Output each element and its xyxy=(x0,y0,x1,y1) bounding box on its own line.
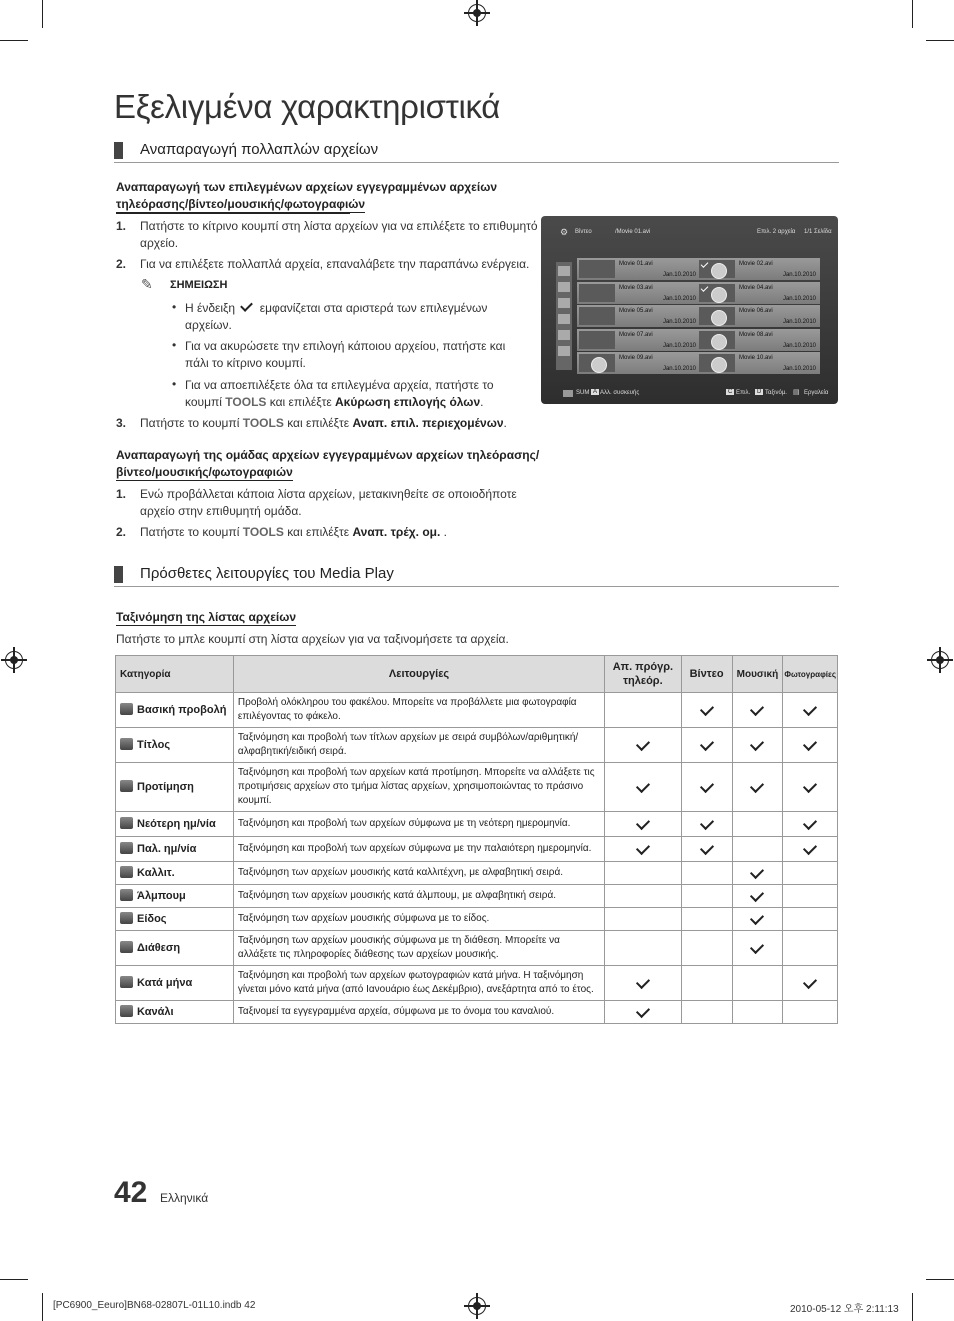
step-line: αρχείο. xyxy=(140,236,179,250)
tv-file-date: Jan.10.2010 xyxy=(662,342,696,349)
row-category-label: Άλμπουμ xyxy=(137,889,186,902)
header-tv xyxy=(605,656,682,693)
crop-mark xyxy=(42,1293,43,1321)
row-description: Ταξινόμηση και προβολή των αρχείων κατά προτίμηση. Μπορείτε να αλλάξετε τις προτιμήσεις αρχείων στο τμήμα λίστας αρχείων, χρησιμοποιώντας το πράσινο κουμπί. xyxy=(233,763,604,812)
registration-mark-icon xyxy=(5,651,23,669)
row-category xyxy=(116,1001,234,1024)
support-cell-music xyxy=(732,812,783,837)
note-text: Η ένδειξη xyxy=(185,301,236,315)
row-category-label: Είδος xyxy=(137,912,167,925)
crop-mark xyxy=(42,0,43,28)
row-category-label: Κανάλι xyxy=(137,1005,174,1018)
row-category-label: Τίτλος xyxy=(137,738,171,751)
checkmark-icon xyxy=(700,840,714,854)
tv-footer-change: Αλλ. συσκευής xyxy=(600,390,640,396)
note-text: Για να αποεπιλέξετε όλα τα επιλεγμένα αρχεία, πατήστε το xyxy=(185,378,494,392)
tv-screenshot xyxy=(541,216,838,404)
support-cell-video xyxy=(681,908,732,931)
section-heading-bar xyxy=(114,566,123,583)
album-icon xyxy=(120,889,133,901)
star-icon xyxy=(120,780,133,792)
header-functions: Λειτουργίες xyxy=(233,656,604,693)
crop-mark xyxy=(0,1279,28,1280)
header-music: Μουσική xyxy=(732,656,783,693)
print-footer-date: 2010-05-12 오후 2:11:13 xyxy=(790,1304,899,1315)
support-cell-video xyxy=(681,1001,732,1024)
intro-text: Πατήστε το μπλε κουμπί στη λίστα αρχείων για να ταξινομήσετε τα αρχεία. xyxy=(116,632,509,646)
tv-category: Βίντεο xyxy=(575,229,592,235)
checkmark-icon xyxy=(241,299,254,312)
checkmark-icon xyxy=(700,701,714,715)
step-line: Πατήστε το κίτρινο κουμπί στη λίστα αρχείων για να επιλέξετε το επιθυμητό xyxy=(140,219,538,233)
row-category-label: Νεότερη ημ/νία xyxy=(137,817,216,830)
sub-heading-underline xyxy=(116,196,350,214)
sort-options-table xyxy=(115,655,838,1024)
support-cell-photo xyxy=(783,763,838,812)
row-category xyxy=(116,931,234,966)
thumbnail xyxy=(699,331,735,349)
row-category xyxy=(116,885,234,908)
tv-file-item xyxy=(577,282,700,304)
crop-mark xyxy=(912,0,913,28)
note-label: ΣΗΜΕΙΩΣΗ xyxy=(170,279,228,291)
tools-keyword: TOOLS xyxy=(242,416,284,430)
tv-file-name: Movie 04.avi xyxy=(739,284,773,291)
header-tv-line: τηλεόρ. xyxy=(623,675,663,687)
checkmark-icon xyxy=(803,778,817,792)
support-cell-tv xyxy=(605,728,682,763)
c-button-icon: C xyxy=(728,389,733,395)
row-category-label: Παλ. ημ/νία xyxy=(137,842,197,855)
film-reel-icon xyxy=(711,310,727,326)
table-row xyxy=(116,837,838,862)
film-reel-icon xyxy=(711,263,727,279)
sub-heading-line: Αναπαραγωγή της ομάδας αρχείων εγγεγραμμένων αρχείων τηλεόρασης/ xyxy=(116,448,540,462)
support-cell-video xyxy=(681,931,732,966)
support-cell-music xyxy=(732,837,783,862)
step-text xyxy=(140,415,507,432)
table-row xyxy=(116,908,838,931)
tv-footer-tools: Εργαλεία xyxy=(804,390,829,396)
bullet: • xyxy=(172,338,177,352)
step-text xyxy=(140,218,538,252)
table-row xyxy=(116,693,838,728)
checkmark-icon xyxy=(803,840,817,854)
thumbnail xyxy=(579,331,615,349)
support-cell-tv xyxy=(605,966,682,1001)
sub-heading-line: Ταξινόμηση της λίστας αρχείων xyxy=(116,610,297,624)
row-category-label: Βασική προβολή xyxy=(137,703,227,716)
print-footer-file: [PC6900_Eeuro]BN68-02807L-01L10.indb 42 xyxy=(53,1300,256,1311)
table-row xyxy=(116,931,838,966)
support-cell-tv xyxy=(605,885,682,908)
tv-file-name: Movie 08.avi xyxy=(739,331,773,338)
calendar-new-icon xyxy=(120,817,133,829)
step-text-part: Πατήστε το κουμπί xyxy=(140,416,240,430)
section-heading xyxy=(114,140,839,163)
row-category xyxy=(116,966,234,1001)
checkmark-icon xyxy=(700,736,714,750)
page-title: Εξελιγμένα χαρακτηριστικά xyxy=(114,88,501,125)
tv-file-name: Movie 10.avi xyxy=(739,355,773,361)
d-button-icon: D xyxy=(757,389,762,395)
support-cell-video xyxy=(681,966,732,1001)
table-row xyxy=(116,885,838,908)
step-number: 1. xyxy=(116,219,127,233)
registration-mark-icon xyxy=(468,1297,486,1315)
step-text-part: . xyxy=(503,416,507,430)
support-cell-video xyxy=(681,763,732,812)
tv-file-date: Jan.10.2010 xyxy=(782,295,816,302)
support-cell-tv xyxy=(605,693,682,728)
support-cell-music xyxy=(732,931,783,966)
checkmark-icon xyxy=(750,701,764,715)
checkmark-icon xyxy=(636,840,650,854)
section-heading xyxy=(114,564,839,587)
step-text-part: . xyxy=(440,525,448,539)
support-cell-photo xyxy=(783,1001,838,1024)
step-line: αρχείο στην επιθυμητή ομάδα. xyxy=(140,504,302,518)
video-category-icon: ⚙ xyxy=(560,227,569,237)
support-cell-music xyxy=(732,908,783,931)
film-reel-icon xyxy=(711,357,727,373)
table-header-row xyxy=(116,656,838,693)
page-language: Ελληνικά xyxy=(160,1191,209,1205)
checkmark-icon xyxy=(750,864,764,878)
tv-file-name: Movie 07.avi xyxy=(619,331,653,338)
note-text: πάλι το κίτρινο κουμπί. xyxy=(185,356,306,370)
artist-icon xyxy=(120,866,133,878)
table-row xyxy=(116,966,838,1001)
menu-option-text: Αναπ. επιλ. περιεχομένων xyxy=(352,416,504,430)
row-description: Ταξινόμηση και προβολή των αρχείων φωτογραφιών κατά μήνα. Η ταξινόμηση γίνεται μόνο κατά μήνα (από Ιανουάριο έως Δεκέμβριο), ανεξάρτητα από το έτος. xyxy=(233,966,604,1001)
sub-heading-line: Αναπαραγωγή των επιλεγμένων αρχείων εγγεγραμμένων αρχείων xyxy=(116,180,498,194)
step-text-part: και επιλέξτε xyxy=(287,416,350,430)
step-number: 2. xyxy=(116,525,127,539)
tv-file-date: Jan.10.2010 xyxy=(662,295,696,302)
sub-heading-line: τηλεόρασης/βίντεο/μουσικής/φωτογραφιών xyxy=(116,197,366,211)
note-text: κουμπί xyxy=(185,395,222,409)
table-row xyxy=(116,763,838,812)
support-cell-tv xyxy=(605,862,682,885)
row-category xyxy=(116,728,234,763)
tv-file-item xyxy=(697,329,820,351)
thumbnail xyxy=(579,354,615,372)
note-item xyxy=(185,300,487,334)
tv-footer-sum: SUM xyxy=(576,390,590,396)
checkmark-icon xyxy=(803,974,817,988)
film-reel-icon xyxy=(711,334,727,350)
header-tv-line: Απ. πρόγρ. xyxy=(612,661,674,673)
support-cell-music xyxy=(732,885,783,908)
genre-icon xyxy=(120,912,133,924)
checkmark-icon xyxy=(750,939,764,953)
tools-icon: ▤ xyxy=(793,389,800,396)
step-text-part: και επιλέξτε xyxy=(287,525,350,539)
row-description: Ταξινόμηση και προβολή των αρχείων σύμφωνα με τη νεότερη ημερομηνία. xyxy=(233,812,604,837)
support-cell-tv xyxy=(605,931,682,966)
sub-heading xyxy=(116,609,296,626)
tv-footer xyxy=(541,384,838,404)
note-text: Για να ακυρώσετε την επιλογή κάποιου αρχείου, πατήστε και xyxy=(185,339,506,353)
header-photo: Φωτογραφίες xyxy=(783,656,838,693)
support-cell-video xyxy=(681,693,732,728)
row-description: Ταξινόμηση και προβολή των τίτλων αρχείων με σειρά συμβόλων/αριθμητική/αλφαβητική/ειδική σειρά. xyxy=(233,728,604,763)
crop-mark xyxy=(0,40,28,41)
step-number: 3. xyxy=(116,416,127,430)
crop-mark xyxy=(912,1293,913,1321)
row-category xyxy=(116,837,234,862)
row-category xyxy=(116,812,234,837)
tv-file-name: Movie 01.avi xyxy=(619,261,653,267)
row-category xyxy=(116,862,234,885)
mood-icon xyxy=(120,941,133,953)
note-text-line xyxy=(185,394,494,411)
step-text xyxy=(140,524,447,541)
checkmark-icon xyxy=(636,1003,650,1017)
sum-icon xyxy=(563,390,573,397)
tv-sidebar xyxy=(556,262,572,370)
step-text: Για να επιλέξετε πολλαπλά αρχεία, επαναλάβετε την παραπάνω ενέργεια. xyxy=(140,257,530,271)
registration-mark-icon xyxy=(931,651,949,669)
table-row xyxy=(116,1001,838,1024)
tv-file-item xyxy=(577,258,700,280)
checkmark-icon xyxy=(750,736,764,750)
support-cell-photo xyxy=(783,728,838,763)
tools-keyword: TOOLS xyxy=(242,525,284,539)
bullet: • xyxy=(172,300,177,314)
tv-file-name: Movie 02.avi xyxy=(739,261,773,267)
sub-heading xyxy=(116,447,539,481)
support-cell-tv xyxy=(605,908,682,931)
title-icon xyxy=(120,738,133,750)
month-icon xyxy=(120,976,133,988)
tv-file-date: Jan.10.2010 xyxy=(782,319,816,325)
thumbnail xyxy=(699,307,735,325)
step-text xyxy=(140,486,517,520)
film-reel-icon xyxy=(711,287,727,303)
support-cell-video xyxy=(681,885,732,908)
row-description: Ταξινομεί τα εγγεγραμμένα αρχεία, σύμφωνα με το όνομα του καναλιού. xyxy=(233,1001,604,1024)
note-item xyxy=(185,338,505,372)
support-cell-music xyxy=(732,763,783,812)
tv-file-item xyxy=(697,258,820,280)
step-text-part: Πατήστε το κουμπί xyxy=(140,525,240,539)
tv-selection: Επιλ. 2 αρχεία xyxy=(757,229,796,235)
film-reel-icon xyxy=(591,357,607,373)
note-text: αρχείων. xyxy=(185,318,232,332)
tv-file-item xyxy=(577,329,700,351)
header-category: Κατηγορία xyxy=(116,656,234,693)
channel-icon xyxy=(120,1005,133,1017)
support-cell-tv xyxy=(605,763,682,812)
tv-file-date: Jan.10.2010 xyxy=(782,342,816,349)
support-cell-video xyxy=(681,862,732,885)
checkmark-icon xyxy=(803,815,817,829)
step-line: Ενώ προβάλλεται κάποια λίστα αρχείων, μετακινηθείτε σε οποιοδήποτε xyxy=(140,487,517,501)
tv-file-date: Jan.10.2010 xyxy=(662,366,696,372)
tv-file-name: Movie 09.avi xyxy=(619,355,653,361)
support-cell-music xyxy=(732,693,783,728)
note-text: . xyxy=(480,395,484,409)
checkmark-icon xyxy=(803,701,817,715)
note-text: και επιλέξτε xyxy=(269,395,332,409)
a-button-icon: A xyxy=(593,389,598,395)
checkmark-icon xyxy=(750,778,764,792)
tv-file-item xyxy=(697,352,820,374)
tv-file-date: Jan.10.2010 xyxy=(782,272,816,278)
row-description: Ταξινόμηση και προβολή των αρχείων σύμφωνα με την παλαιότερη ημερομηνία. xyxy=(233,837,604,862)
row-category-label: Διάθεση xyxy=(137,941,181,954)
thumbnail xyxy=(579,260,615,278)
thumbnail xyxy=(579,307,615,325)
checkmark-icon xyxy=(636,815,650,829)
checkmark-icon xyxy=(750,887,764,901)
tv-file-item xyxy=(697,305,820,327)
tv-file-date: Jan.10.2010 xyxy=(662,319,696,325)
support-cell-photo xyxy=(783,862,838,885)
row-description: Ταξινόμηση των αρχείων μουσικής σύμφωνα με το είδος. xyxy=(233,908,604,931)
row-description: Προβολή ολόκληρου του φακέλου. Μπορείτε να προβάλλετε μια φωτογραφία επιλέγοντας το φάκελο. xyxy=(233,693,604,728)
support-cell-video xyxy=(681,837,732,862)
support-cell-photo xyxy=(783,966,838,1001)
checkmark-icon xyxy=(750,910,764,924)
header-video: Βίντεο xyxy=(681,656,732,693)
section-heading-text: Αναπαραγωγή πολλαπλών αρχείων xyxy=(140,141,379,158)
support-cell-photo xyxy=(783,812,838,837)
support-cell-photo xyxy=(783,837,838,862)
checkmark-icon xyxy=(700,815,714,829)
section-heading-text: Πρόσθετες λειτουργίες του Media Play xyxy=(140,565,394,582)
tv-file-item xyxy=(697,282,820,304)
table-row xyxy=(116,812,838,837)
table-row xyxy=(116,862,838,885)
folder-icon xyxy=(120,703,133,715)
support-cell-music xyxy=(732,862,783,885)
step-number: 2. xyxy=(116,257,127,271)
registration-mark-icon xyxy=(468,4,486,22)
row-category-label: Κατά μήνα xyxy=(137,976,193,989)
page-number: 42 xyxy=(114,1176,148,1209)
row-description: Ταξινόμηση των αρχείων μουσικής σύμφωνα με τη διάθεση. Μπορείτε να αλλάξετε τις πληροφορίες διάθεσης των αρχείων μουσικής. xyxy=(233,931,604,966)
checkmark-icon xyxy=(803,736,817,750)
sub-heading-line: βίντεο/μουσικής/φωτογραφιών xyxy=(116,465,293,479)
support-cell-photo xyxy=(783,693,838,728)
tv-path: /Movie 01.avi xyxy=(615,229,651,235)
support-cell-tv xyxy=(605,837,682,862)
tv-file-date: Jan.10.2010 xyxy=(782,366,816,372)
row-category-label: Προτίμηση xyxy=(137,780,194,793)
tv-file-date: Jan.10.2010 xyxy=(662,272,696,278)
row-category xyxy=(116,908,234,931)
section-heading-bar xyxy=(114,142,123,159)
support-cell-video xyxy=(681,812,732,837)
row-category xyxy=(116,693,234,728)
support-cell-tv xyxy=(605,812,682,837)
tv-footer-sort: Ταξινόμ. xyxy=(765,390,787,396)
menu-option-text: Ακύρωση επιλογής όλων xyxy=(335,395,481,409)
note-text: εμφανίζεται στα αριστερά των επιλεγμένων xyxy=(259,301,488,315)
crop-mark xyxy=(926,40,954,41)
support-cell-tv xyxy=(605,1001,682,1024)
support-cell-video xyxy=(681,728,732,763)
row-category-label: Καλλιτ. xyxy=(137,866,175,879)
tv-pages: 1/1 Σελίδα xyxy=(804,229,832,235)
tv-file-name: Movie 06.avi xyxy=(739,308,773,314)
checkmark-icon xyxy=(636,778,650,792)
checkmark-icon xyxy=(700,778,714,792)
bullet: • xyxy=(172,377,177,391)
tv-file-name: Movie 03.avi xyxy=(619,284,653,291)
tools-keyword: TOOLS xyxy=(225,395,267,409)
menu-option-text: Αναπ. τρέχ. ομ. xyxy=(352,525,441,539)
support-cell-music xyxy=(732,1001,783,1024)
support-cell-photo xyxy=(783,931,838,966)
thumbnail xyxy=(579,284,615,302)
tv-footer-select: Επιλ. xyxy=(736,390,751,396)
note-item xyxy=(185,377,494,411)
step-number: 1. xyxy=(116,487,127,501)
tv-file-item xyxy=(577,305,700,327)
support-cell-photo xyxy=(783,908,838,931)
crop-mark xyxy=(926,1279,954,1280)
thumbnail xyxy=(699,354,735,372)
table-row xyxy=(116,728,838,763)
calendar-old-icon xyxy=(120,842,133,854)
checkmark-icon xyxy=(636,974,650,988)
row-description: Ταξινόμηση των αρχείων μουσικής κατά καλλιτέχνη, με αλφαβητική σειρά. xyxy=(233,862,604,885)
note-pencil-icon: ✎ xyxy=(141,276,153,292)
tv-file-item xyxy=(577,352,700,374)
row-description: Ταξινόμηση των αρχείων μουσικής κατά άλμπουμ, με αλφαβητική σειρά. xyxy=(233,885,604,908)
tv-header xyxy=(541,216,838,248)
checkmark-icon xyxy=(636,736,650,750)
row-category xyxy=(116,763,234,812)
support-cell-photo xyxy=(783,885,838,908)
support-cell-music xyxy=(732,966,783,1001)
support-cell-music xyxy=(732,728,783,763)
tv-file-name: Movie 05.avi xyxy=(619,308,653,314)
